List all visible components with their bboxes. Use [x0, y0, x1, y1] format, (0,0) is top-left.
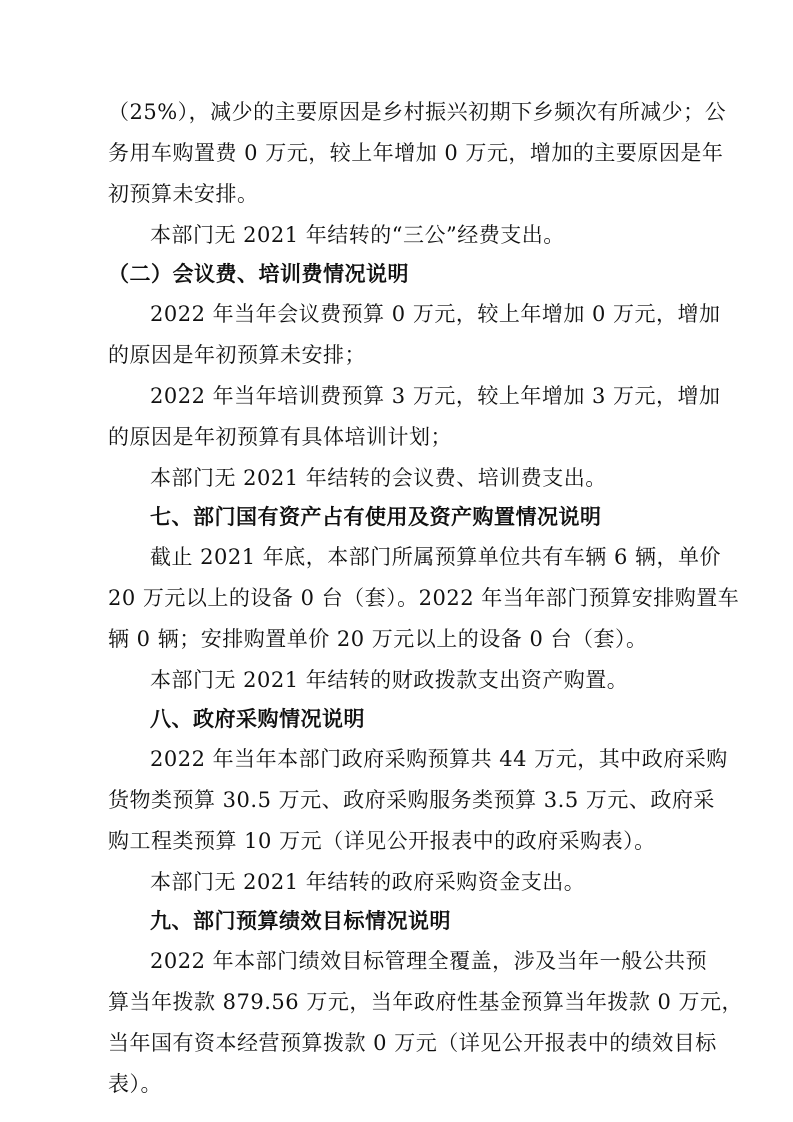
- paragraph-line: 初预算未安排。: [108, 182, 259, 206]
- paragraph-line: 本部门无 2021 年结转的政府采购资金支出。: [150, 870, 586, 894]
- paragraph-line: 的原因是年初预算有具体培训计划；: [108, 425, 452, 449]
- paragraph-line: 截止 2021 年底，本部门所属预算单位共有车辆 6 辆，单价: [150, 545, 722, 569]
- section-heading-seven: 七、部门国有资产占有使用及资产购置情况说明: [150, 505, 602, 529]
- paragraph-line: 表）。: [108, 1072, 162, 1096]
- paragraph-line: 本部门无 2021 年结转的财政拨款支出资产购置。: [150, 668, 629, 692]
- paragraph-line: 务用车购置费 0 万元，较上年增加 0 万元，增加的主要原因是年: [108, 141, 724, 165]
- paragraph-line: 2022 年当年会议费预算 0 万元，较上年增加 0 万元，增加: [150, 302, 721, 326]
- paragraph-line: 本部门无 2021 年结转的“三公”经费支出。: [150, 223, 565, 247]
- paragraph-line: 货物类预算 30.5 万元、政府采购服务类预算 3.5 万元、政府采: [108, 788, 715, 812]
- paragraph-line: 当年国有资本经营预算拨款 0 万元（详见公开报表中的绩效目标: [108, 1031, 717, 1055]
- paragraph-line: 的原因是年初预算未安排；: [108, 343, 366, 367]
- paragraph-line: 2022 年本部门绩效目标管理全覆盖，涉及当年一般公共预: [150, 949, 708, 973]
- paragraph-line: 本部门无 2021 年结转的会议费、培训费支出。: [150, 466, 607, 490]
- paragraph-line: 20 万元以上的设备 0 台（套）。2022 年当年部门预算安排购置车: [108, 586, 740, 610]
- section-heading-nine: 九、部门预算绩效目标情况说明: [150, 909, 451, 933]
- paragraph-line: 2022 年当年本部门政府采购预算共 44 万元，其中政府采购: [150, 747, 728, 771]
- paragraph-line: 购工程类预算 10 万元（详见公开报表中的政府采购表）。: [108, 829, 656, 853]
- paragraph-line: 辆 0 辆；安排购置单价 20 万元以上的设备 0 台（套）。: [108, 627, 648, 651]
- section-heading-meeting-training: （二）会议费、培训费情况说明: [108, 262, 409, 286]
- paragraph-line: 2022 年当年培训费预算 3 万元，较上年增加 3 万元，增加: [150, 384, 721, 408]
- paragraph-line: （25%），减少的主要原因是乡村振兴初期下乡频次有所减少；公: [108, 100, 727, 124]
- paragraph-line: 算当年拨款 879.56 万元，当年政府性基金预算当年拨款 0 万元，: [108, 990, 744, 1014]
- section-heading-eight: 八、政府采购情况说明: [150, 707, 365, 731]
